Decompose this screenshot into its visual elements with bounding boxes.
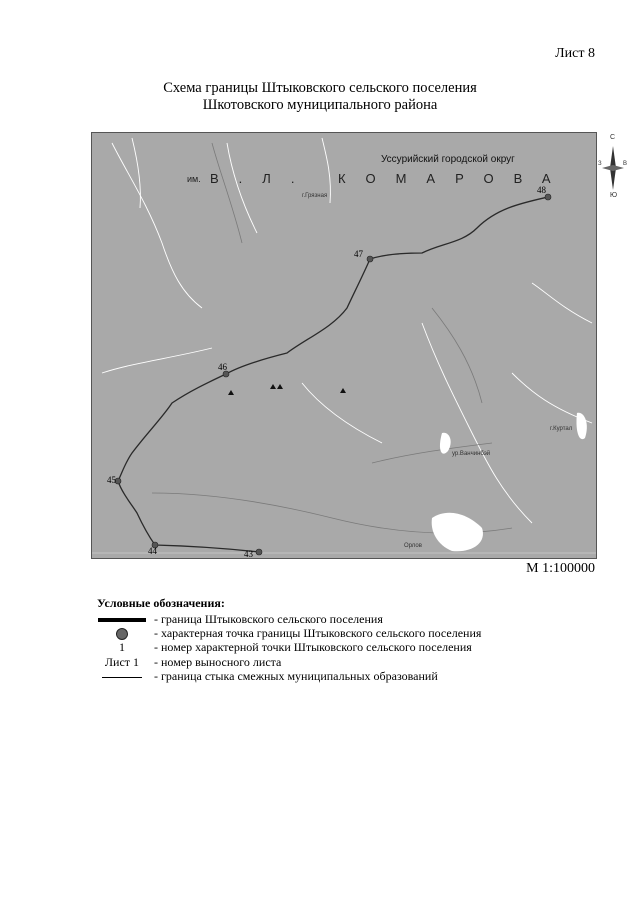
legend-text: - граница Штыковского сельского поселения <box>154 612 383 626</box>
patch-2 <box>440 433 451 454</box>
legend-text: - характерная точка границы Штыковского сельского поселения <box>154 626 482 640</box>
map-label-gryaznaya: г.Грязная <box>302 193 328 199</box>
road-4 <box>212 143 242 243</box>
legend-dot-symbol <box>97 626 147 640</box>
legend-thin-line-symbol <box>97 669 147 683</box>
point-43-label: 43 <box>244 549 253 559</box>
river-3 <box>227 143 257 233</box>
map-label-orlov: Орлов <box>404 543 422 549</box>
point-43-marker <box>256 549 262 555</box>
point-45-label: 45 <box>107 475 116 485</box>
river-1 <box>112 143 202 308</box>
sheet-number: Лист 8 <box>555 46 595 61</box>
map-label-vanchinbei: ур.Ванчинбэй <box>452 451 491 457</box>
river-7 <box>532 283 592 323</box>
peak-2 <box>270 384 276 389</box>
river-lines <box>102 138 592 523</box>
page-title-line-1: Схема границы Штыковского сельского поселения <box>163 80 477 96</box>
map-drawing <box>92 133 596 558</box>
compass-south: Ю <box>610 192 618 199</box>
komarov-label: В.Л. КОМАРОВА <box>210 171 571 186</box>
peak-3 <box>277 384 283 389</box>
peak-4 <box>340 388 346 393</box>
road-lines <box>152 143 512 533</box>
compass-east: В <box>623 161 628 167</box>
legend-number-symbol: 1 <box>119 640 125 654</box>
map-scale: М 1:100000 <box>526 561 595 576</box>
boundary-point-markers <box>115 194 551 555</box>
legend-sheet-symbol: Лист 1 <box>104 655 140 669</box>
point-47-label: 47 <box>354 249 363 259</box>
peak-markers <box>228 384 346 395</box>
road-3 <box>432 308 482 403</box>
legend-heading: Условные обозначения: <box>97 596 225 610</box>
map-label-kurtal: г.Куртал <box>550 426 573 432</box>
legend-text: - номер характерной точки Штыковского сельского поселения <box>154 640 472 654</box>
legend-text: - граница стыка смежных муниципальных образований <box>154 669 438 683</box>
compass-west: З <box>598 161 602 167</box>
point-46-label: 46 <box>218 362 227 372</box>
compass-ew-arrow <box>602 165 624 171</box>
legend-thick-line-symbol <box>97 612 147 626</box>
compass-drawing <box>598 136 628 200</box>
compass-north: С <box>610 134 616 141</box>
page-title-line-2: Шкотовского муниципального района <box>202 97 438 113</box>
point-48-label: 48 <box>537 185 546 195</box>
river-6 <box>422 323 532 523</box>
compass-rose <box>598 136 628 200</box>
peak-1 <box>228 390 234 395</box>
map-area[interactable] <box>92 133 596 558</box>
patch-3 <box>576 413 586 439</box>
white-patches <box>432 413 587 551</box>
point-47-marker <box>367 256 373 262</box>
river-4 <box>102 348 212 373</box>
patch-1 <box>432 513 483 551</box>
komarov-prefix: им. <box>187 174 201 184</box>
okrug-label: Уссурийский городской округ <box>381 154 515 165</box>
river-2 <box>132 138 140 208</box>
settlement-boundary <box>118 197 548 552</box>
legend-text: - номер выносного листа <box>154 655 282 669</box>
point-44-label: 44 <box>148 546 157 556</box>
